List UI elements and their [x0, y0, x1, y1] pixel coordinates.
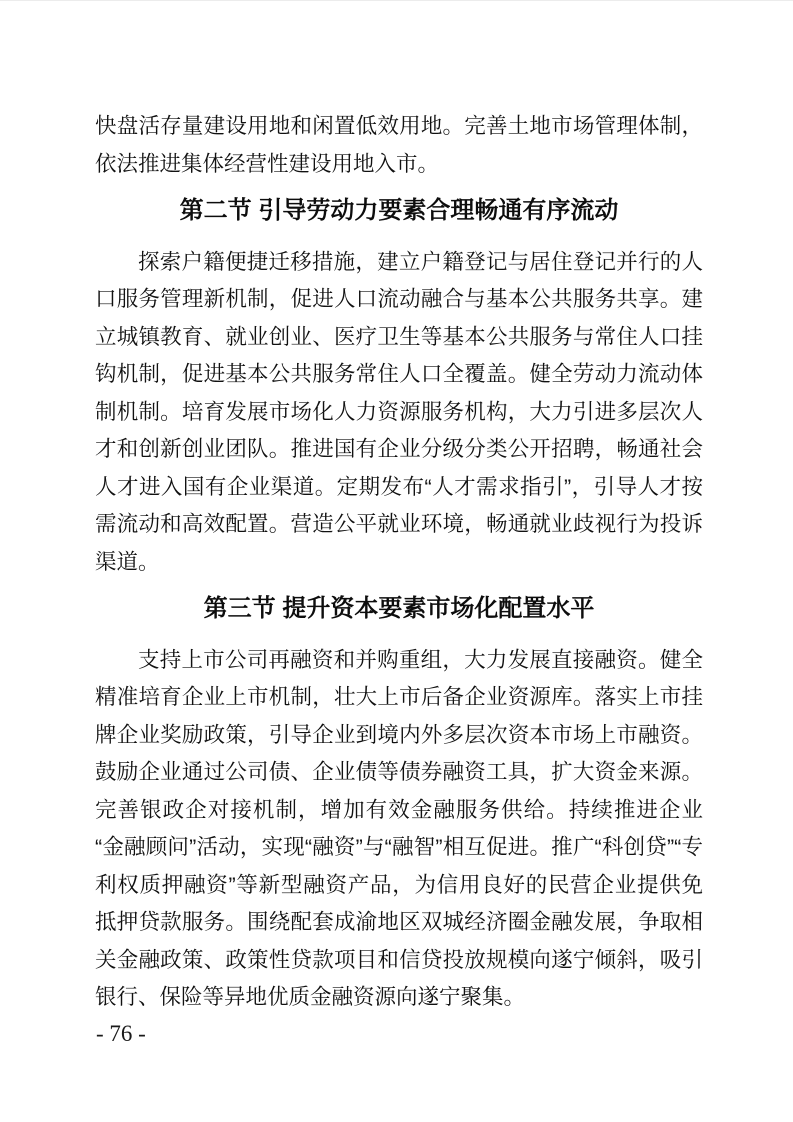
section-3-paragraph: 支持上市公司再融资和并购重组，大力发展直接融资。健全精准培育企业上市机制，壮大上市后备企业资源库。落实上市挂牌企业奖励政策，引导企业到境内外多层次资本市场上市融资。鼓励企业通过公司债、企业债等债券融资工具，扩大资金来源。完善银政企对接机制，增加有效金融服务供给。持续推进企业“金融顾问”活动，实现“融资”与“融智”相互促进。推广“科创贷”“专利权质押融资”等新型融资产品，为信用良好的民营企业提供免抵押贷款服务。围绕配套成渝地区双城经济圈金融发展，争取相关金融政策、政策性贷款项目和信贷投放规模向遂宁倾斜，吸引银行、保险等异地优质金融资源向遂宁聚集。: [95, 647, 703, 1009]
section-heading-3: 第三节 提升资本要素市场化配置水平: [203, 595, 595, 622]
page-body: [95, 108, 703, 1017]
section-heading-2: 第二节 引导劳动力要素合理畅通有序流动: [179, 197, 619, 224]
page-number: - 76 -: [96, 1021, 146, 1046]
continuation-paragraph: 快盘活存量建设用地和闲置低效用地。完善土地市场管理体制，依法推进集体经营性建设用地入市。: [95, 114, 703, 176]
section-2-paragraph: 探索户籍便捷迁移措施，建立户籍登记与居住登记并行的人口服务管理新机制，促进人口流动融合与基本公共服务共享。建立城镇教育、就业创业、医疗卫生等基本公共服务与常住人口挂钩机制，促进基本公共服务常住人口全覆盖。健全劳动力流动体制机制。培育发展市场化人力资源服务机构，大力引进多层次人才和创新创业团队。推进国有企业分级分类公开招聘，畅通社会人才进入国有企业渠道。定期发布“人才需求指引”，引导人才按需流动和高效配置。营造公平就业环境，畅通就业歧视行为投诉渠道。: [95, 249, 703, 574]
